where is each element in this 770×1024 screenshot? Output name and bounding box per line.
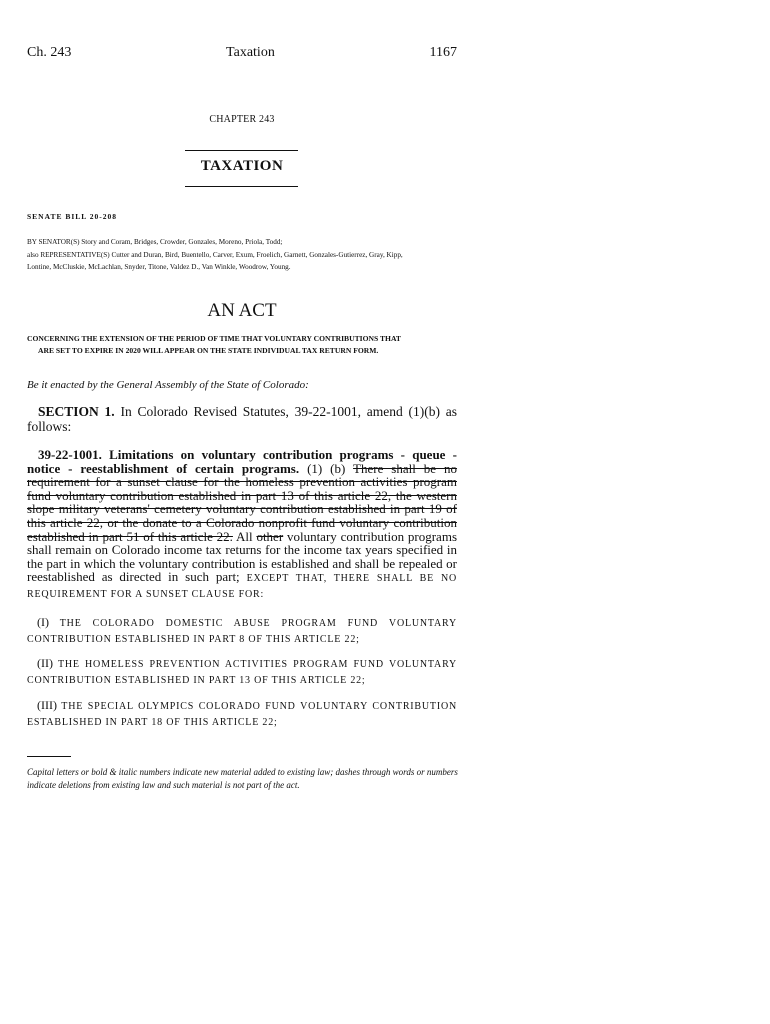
concerning-line: ARE SET TO EXPIRE IN 2020 WILL APPEAR ON THE STATE INDIVIDUAL TAX RETURN FORM. [38,346,379,355]
subsection-label: (1) (b) [307,460,346,476]
sponsors-line: also REPRESENTATIVE(S) Cutter and Duran, Bird, Buentello, Carver, Exum, Froelich, Garnett, Gonzales-Gutierrez, Gray, Kipp, [27,250,403,259]
item-text: THE COLORADO DOMESTIC ABUSE PROGRAM FUND VOLUNTARY CONTRIBUTION ESTABLISHED IN PART 8 OF THIS ARTICLE 22; [27,618,457,645]
deleted-text: There shall be no requirement for a sunset clause for the homeless prevention activities program fund voluntary contribution established in part 13 of this article 22, the western slope military veterans' cemetery voluntary contribution established in part 19 of this article 22, or the donate to a Colorado nonprofit fund voluntary contribution established in part 51 of this article 22. [27,460,458,544]
chapter-number: Ch. 243 [27,45,72,60]
concerning-line: CONCERNING THE EXTENSION OF THE PERIOD OF TIME THAT VOLUNTARY CONTRIBUTIONS THAT [27,334,401,343]
item-numeral: (II) [37,656,53,670]
sponsors-line: Lontine, McCluskie, McLachlan, Snyder, Titone, Valdez D., Van Winkle, Woodrow, Young. [27,263,291,271]
deleted-word: other [256,528,284,544]
title-rule-bottom [185,186,298,187]
item-numeral: (III) [37,698,57,712]
item-numeral: (I) [37,615,49,629]
title-rule-top [185,150,298,151]
section-1 [27,404,457,434]
statute-word: All [236,528,253,544]
statute-paragraph [27,448,457,602]
chapter-label: CHAPTER 243 [209,114,275,125]
footnote-rule [27,756,71,757]
added-text: EXCEPT THAT, THERE SHALL BE NO REQUIREMENT FOR A SUNSET CLAUSE FOR: [27,573,458,600]
concerning-clause [27,333,459,357]
statute-text: voluntary contribution programs shall remain on Colorado income tax returns for the income tax years specified in the part in which the voluntary contribution is established and shall be repealed or reestablished as directed in such part; [27,528,457,585]
statute-heading: 39-22-1001. Limitations on voluntary contribution programs - queue - notice - reestablishment of certain programs. [27,447,457,476]
footnote: Capital letters or bold & italic numbers indicate new material added to existing law; dashes through words or numbers indicate deletions from existing law and such material is not part of the act. [27,767,458,790]
list-item [27,615,457,647]
section-label: SECTION 1. [38,404,115,419]
page-number: 1167 [429,45,457,60]
page-subject: Taxation [226,45,275,60]
enacting-clause: Be it enacted by the General Assembly of the State of Colorado: [27,379,309,391]
sponsors-line: BY SENATOR(S) Story and Coram, Bridges, Crowder, Gonzales, Moreno, Priola, Todd; [27,238,283,246]
list-item [27,698,457,730]
bill-id: SENATE BILL 20-208 [27,212,117,221]
list-item [27,656,457,688]
chapter-title: TAXATION [200,158,284,174]
item-text: THE HOMELESS PREVENTION ACTIVITIES PROGRAM FUND VOLUNTARY CONTRIBUTION ESTABLISHED IN PART 13 OF THIS ARTICLE 22; [27,659,458,686]
page-header [27,45,457,61]
item-text: THE SPECIAL OLYMPICS COLORADO FUND VOLUNTARY CONTRIBUTION ESTABLISHED IN PART 18 OF THIS ARTICLE 22; [27,701,458,728]
act-title: AN ACT [207,300,277,321]
section-text: In Colorado Revised Statutes, 39-22-1001, amend (1)(b) as follows: [27,404,458,434]
sponsors-block [27,236,457,274]
